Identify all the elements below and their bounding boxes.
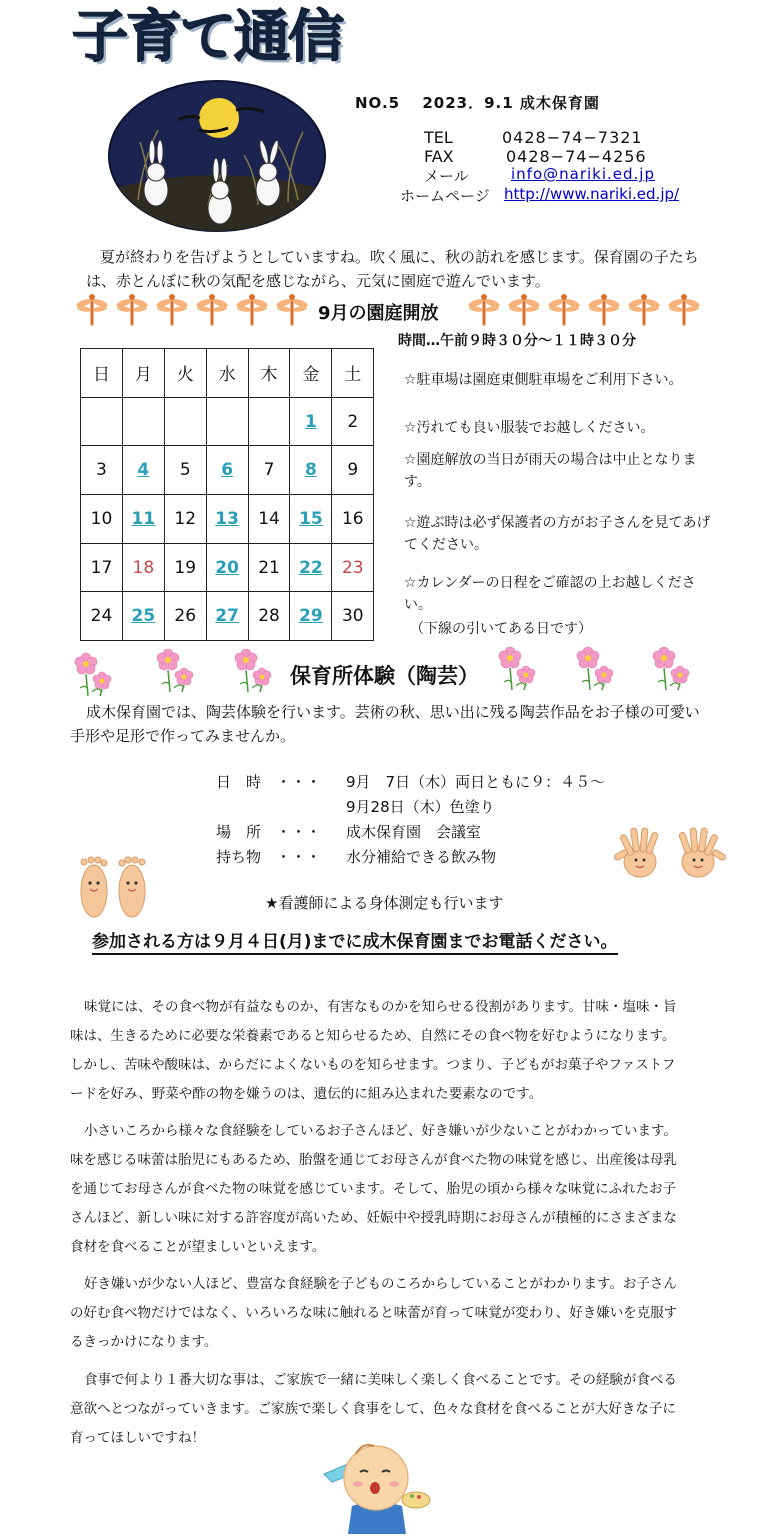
calendar-day-number: 5	[179, 460, 191, 481]
calendar-day	[332, 495, 374, 544]
calendar-weekday: 土	[332, 349, 374, 398]
calendar-day	[164, 446, 206, 495]
dragonfly-icon	[508, 292, 540, 326]
calendar-day-number: 17	[90, 557, 113, 578]
calendar-day-number: 28	[258, 606, 280, 627]
calendar-day	[206, 543, 248, 592]
calendar-week-row	[81, 446, 374, 495]
place-value: 成木保育園 会議室	[346, 823, 482, 841]
dragonfly-icon	[196, 292, 228, 326]
calendar-day	[248, 495, 290, 544]
calendar-day	[164, 397, 206, 446]
calendar-day	[122, 446, 164, 495]
dragonfly-icon	[548, 292, 580, 326]
calendar-day	[81, 397, 123, 446]
calendar-day-number: 29	[299, 606, 323, 627]
article-paragraph-3: 好き嫌いが少ない人ほど、豊富な食経験を子どものころからしていることがわかります。お子さんの好む食べ物だけではなく、いろいろな味に触れると味蕾が育って味覚が変わり、好き嫌いを克服するきっかけになります。	[70, 1276, 678, 1350]
calendar-week-row	[81, 592, 374, 641]
calendar-day	[248, 592, 290, 641]
flower-icon	[574, 644, 618, 692]
calendar-day	[206, 446, 248, 495]
dragonfly-icon	[116, 292, 148, 326]
dragonfly-icon	[468, 292, 500, 326]
flower-icon	[232, 646, 276, 694]
place-label: 場 所 ・・・	[216, 823, 322, 841]
article-paragraph-1: 味覚には、その食べ物が有益なものか、有害なものかを知らせる役割があります。甘味・塩味・旨味は、生きるために必要な栄養素であると知らせるため、自然にその食べ物を好むようになります。しかし、苦味や酸味は、からだによくないものを知らせます。つまり、子どもがお菓子やファストフードを好み、野菜や酢の物を嫌うのは、遺伝的に組み込まれた要素なのです。	[70, 999, 677, 1102]
calendar-day	[290, 397, 332, 446]
calendar-day-number: 12	[174, 508, 197, 529]
calendar-day-number: 20	[215, 557, 239, 578]
calendar-day	[206, 495, 248, 544]
calendar-day-number: 9	[347, 460, 359, 481]
calendar-day	[164, 592, 206, 641]
calendar-day-number: 10	[90, 508, 113, 529]
note-underline: （下線の引いてある日です）	[410, 621, 592, 637]
calendar-day	[81, 446, 123, 495]
handprints-illustration	[612, 826, 728, 882]
calendar-day	[206, 592, 248, 641]
calendar-day	[248, 446, 290, 495]
calendar-day	[290, 495, 332, 544]
calendar-day-number: 7	[263, 460, 275, 481]
mail-link[interactable]: info@nariki.ed.jp	[511, 165, 655, 183]
note-parking: ☆駐車場は園庭東側駐車場をご利用下さい。	[404, 372, 683, 388]
calendar-day	[81, 495, 123, 544]
calendar-day	[290, 592, 332, 641]
dragonfly-icon	[628, 292, 660, 326]
calendar-day-number: 23	[341, 557, 364, 578]
calendar-day	[122, 592, 164, 641]
note-calendar: ☆カレンダーの日程をご確認の上お越しください。	[404, 575, 696, 613]
article-paragraph-4: 食事で何より１番大切な事は、ご家族で一緒に美味しく楽しく食べることです。その経験が食べる意欲へとつながっていきます。ご家族で楽しく食事をして、色々な食材を食べることが大好きな子に育ってほしいですね！	[70, 1372, 677, 1446]
calendar-weekday: 水	[206, 349, 248, 398]
fax-value: 0428−74−4256	[506, 147, 647, 166]
issue-line: NO.5 2023．9.1 成木保育園	[355, 94, 600, 112]
calendar-day-number: 4	[137, 460, 150, 481]
tel-label: TEL	[424, 128, 453, 147]
dragonfly-icon	[588, 292, 620, 326]
calendar-day-number: 1	[304, 411, 317, 432]
mail-label: メール	[424, 167, 469, 185]
calendar-week-row	[81, 543, 374, 592]
calendar-day	[248, 397, 290, 446]
bring-value: 水分補給できる飲み物	[346, 848, 497, 866]
calendar-day	[122, 543, 164, 592]
calendar-day	[206, 397, 248, 446]
september-calendar	[80, 348, 374, 641]
calendar-weekday: 金	[290, 349, 332, 398]
calendar-day	[164, 495, 206, 544]
flower-icon	[72, 650, 116, 698]
calendar-day-number: 24	[90, 606, 113, 627]
calendar-day-number: 21	[258, 557, 280, 578]
dragonfly-icon	[668, 292, 700, 326]
health-check-note: ★看護師による身体測定も行います	[265, 894, 504, 912]
pottery-intro: 成木保育園では、陶芸体験を行います。芸術の秋、思い出に残る陶芸作品をお子様の可愛い手形や足形で作ってみませんか。	[70, 703, 700, 745]
calendar-day-number: 19	[174, 557, 197, 578]
calendar-weekday-row	[81, 349, 374, 398]
calendar-day-number: 13	[215, 508, 239, 529]
calendar-day	[332, 397, 374, 446]
calendar-day-number: 30	[341, 606, 364, 627]
date-value-2: 9月28日（木）色塗り	[346, 798, 495, 816]
calendar-day-number: 25	[131, 606, 156, 627]
calendar-day-number: 26	[174, 606, 197, 627]
calendar-day-number: 14	[258, 508, 280, 529]
footprints-illustration	[74, 855, 154, 921]
intro-text: 夏が終わりを告げようとしていますね。吹く風に、秋の訪れを感じます。保育園の子たちは、赤とんぼに秋の気配を感じながら、元気に園庭で遊んでいます。	[86, 248, 699, 290]
calendar-day-number: 27	[215, 606, 239, 627]
calendar-day	[248, 543, 290, 592]
calendar-day	[81, 592, 123, 641]
calendar-weekday: 月	[122, 349, 164, 398]
bring-label: 持ち物 ・・・	[216, 848, 322, 866]
note-clothes: ☆汚れても良い服装でお越しください。	[404, 420, 655, 436]
fax-label: FAX	[424, 147, 454, 166]
moon-rabbits-illustration	[108, 80, 326, 232]
flower-icon	[496, 644, 540, 692]
dragonfly-icon	[76, 292, 108, 326]
pottery-title: 保育所体験（陶芸）	[290, 664, 479, 688]
dragonfly-icon	[276, 292, 308, 326]
dragonfly-icon	[236, 292, 268, 326]
calendar-day-number: 15	[299, 508, 323, 529]
calendar-day	[290, 543, 332, 592]
flower-icon	[650, 644, 694, 692]
dragonfly-icon	[156, 292, 188, 326]
calendar-day-number: 6	[221, 460, 234, 481]
web-link[interactable]: http://www.nariki.ed.jp/	[504, 185, 680, 203]
calendar-weekday: 日	[81, 349, 123, 398]
calendar-week-row	[81, 495, 374, 544]
note-supervision: ☆遊ぶ時は必ず保護者の方がお子さんを見てあげてください。	[404, 515, 711, 553]
calendar-weekday: 火	[164, 349, 206, 398]
calendar-day-number: 18	[132, 557, 155, 578]
calendar-week-row	[81, 397, 374, 446]
calendar-day	[290, 446, 332, 495]
flower-icon	[154, 646, 198, 694]
calendar-day-number: 8	[304, 460, 317, 481]
calendar-day	[81, 543, 123, 592]
date-label: 日 時 ・・・	[216, 773, 322, 791]
calendar-day	[164, 543, 206, 592]
deadline-text: 参加される方は９月４日(月)までに成木保育園までお電話ください。	[92, 927, 618, 955]
calendar-weekday: 木	[248, 349, 290, 398]
tel-value: 0428−74−7321	[502, 128, 643, 147]
calendar-day-number: 16	[341, 508, 364, 529]
date-value-1: 9月 7日（木）両日ともに９：４５〜	[346, 773, 606, 791]
article-paragraph-2: 小さいころから様々な食経験をしているお子さんほど、好き嫌いが少ないことがわかっています。味を感じる味蕾は胎児にもあるため、胎盤を通じてお母さんが食べた物の味覚を感じ、出産後は母乳を通じてお母さんが食べた物の味覚を感じています。そして、胎児の頃から様々な味覚にふれたお子さんほど、新しい味に対する許容度が高いため、妊娠中や授乳時期にお母さんが積極的にさまざまな食材を食べることが望ましいといえます。	[70, 1123, 677, 1255]
calendar-day-number: 22	[299, 557, 323, 578]
calendar-day	[122, 495, 164, 544]
garden-time: 時間…午前９時３０分〜１１時３０分	[398, 333, 636, 349]
baby-eating-illustration	[316, 1428, 436, 1534]
garden-title: 9月の園庭開放	[318, 303, 439, 324]
calendar-day	[122, 397, 164, 446]
calendar-day	[332, 446, 374, 495]
web-label: ホームページ	[400, 187, 490, 205]
calendar-day	[332, 592, 374, 641]
calendar-day-number: 11	[131, 508, 156, 529]
calendar-day-number: 2	[347, 411, 359, 432]
newsletter-title: 子育て通信	[72, 5, 342, 70]
calendar-day	[332, 543, 374, 592]
note-rain: ☆園庭解放の当日が雨天の場合は中止となります。	[404, 452, 697, 490]
calendar-day-number: 3	[96, 460, 107, 481]
